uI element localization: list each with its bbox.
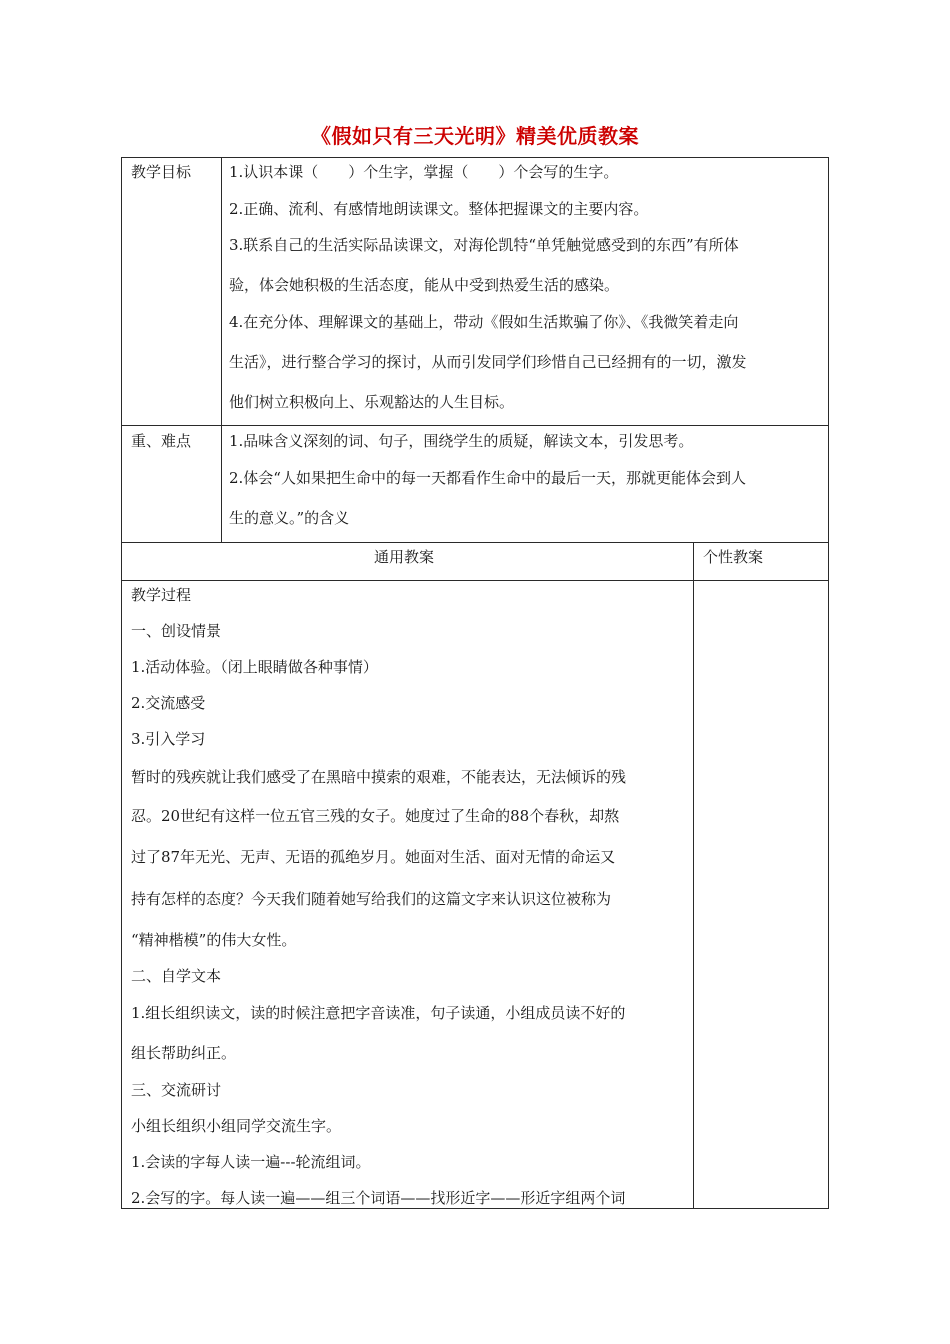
process-line: 持有怎样的态度？今天我们随着她写给我们的这篇文字来认识这位被称为 <box>131 890 612 908</box>
process-line: 教学过程 <box>131 586 192 604</box>
process-line: “精神楷模”的伟大女性。 <box>131 931 297 949</box>
objective-line: 生活》，进行整合学习的探讨，从而引发同学们珍惜自己已经拥有的一切，激发 <box>229 353 747 371</box>
row-divider-headers <box>121 580 829 581</box>
row-divider-objectives <box>121 425 829 426</box>
personal-column-divider <box>693 542 694 1208</box>
process-line: 2.会写的字。每人读一遍——组三个词语——找形近字——形近字组两个词 <box>131 1189 626 1207</box>
process-line: 忍。20世纪有这样一位五官三残的女子。她度过了生命的88个春秋，却熬 <box>131 807 620 825</box>
keypoint-line: 1.品味含义深刻的词、句子，围绕学生的质疑，解读文本，引发思考。 <box>229 432 694 450</box>
process-line: 2.交流感受 <box>131 694 206 712</box>
objectives-label: 教学目标 <box>131 163 192 181</box>
table-border-right <box>828 157 829 1208</box>
objective-line: 他们树立积极向上、乐观豁达的人生目标。 <box>229 393 515 411</box>
process-line: 三、交流研讨 <box>131 1081 222 1099</box>
table-border-left <box>121 157 122 1208</box>
objective-line: 1.认识本课（ ）个生字，掌握（ ）个会写的生字。 <box>229 163 619 181</box>
process-line: 3.引入学习 <box>131 730 206 748</box>
table-border-top <box>121 157 829 158</box>
objective-line: 验，体会她积极的生活态度，能从中受到热爱生活的感染。 <box>229 276 620 294</box>
table-border-bottom <box>121 1208 829 1209</box>
keypoint-line: 生的意义。”的含义 <box>229 509 350 527</box>
personal-plan-header: 个性教案 <box>703 548 764 566</box>
objective-line: 4.在充分体、理解课文的基础上，带动《假如生活欺骗了你》、《我微笑着走向 <box>229 313 739 331</box>
label-column-divider <box>221 157 222 542</box>
process-line: 一、创设情景 <box>131 622 222 640</box>
process-line: 小组长组织小组同学交流生字。 <box>131 1117 342 1135</box>
process-line: 1.活动体验。（闭上眼睛做各种事情） <box>131 658 378 676</box>
process-line: 1.组长组织读文，读的时候注意把字音读准，句子读通，小组成员读不好的 <box>131 1004 626 1022</box>
row-divider-keypoints <box>121 542 829 543</box>
process-line: 暂时的残疾就让我们感受了在黑暗中摸索的艰难，不能表达，无法倾诉的残 <box>131 768 627 786</box>
keypoint-line: 2.体会“人如果把生命中的每一天都看作生命中的最后一天，那就更能体会到人 <box>229 469 746 487</box>
document-title: 《假如只有三天光明》精美优质教案 <box>311 124 639 148</box>
process-line: 1.会读的字每人读一遍---轮流组词。 <box>131 1153 371 1171</box>
general-plan-header: 通用教案 <box>374 548 435 566</box>
process-line: 组长帮助纠正。 <box>131 1044 237 1062</box>
objective-line: 3.联系自己的生活实际品读课文，对海伦凯特“单凭触觉感受到的东西”有所体 <box>229 236 739 254</box>
objective-line: 2.正确、流利、有感情地朗读课文。整体把握课文的主要内容。 <box>229 200 649 218</box>
process-line: 过了87年无光、无声、无语的孤绝岁月。她面对生活、面对无情的命运又 <box>131 848 616 866</box>
keypoints-label: 重、难点 <box>131 432 192 450</box>
process-line: 二、自学文本 <box>131 967 222 985</box>
